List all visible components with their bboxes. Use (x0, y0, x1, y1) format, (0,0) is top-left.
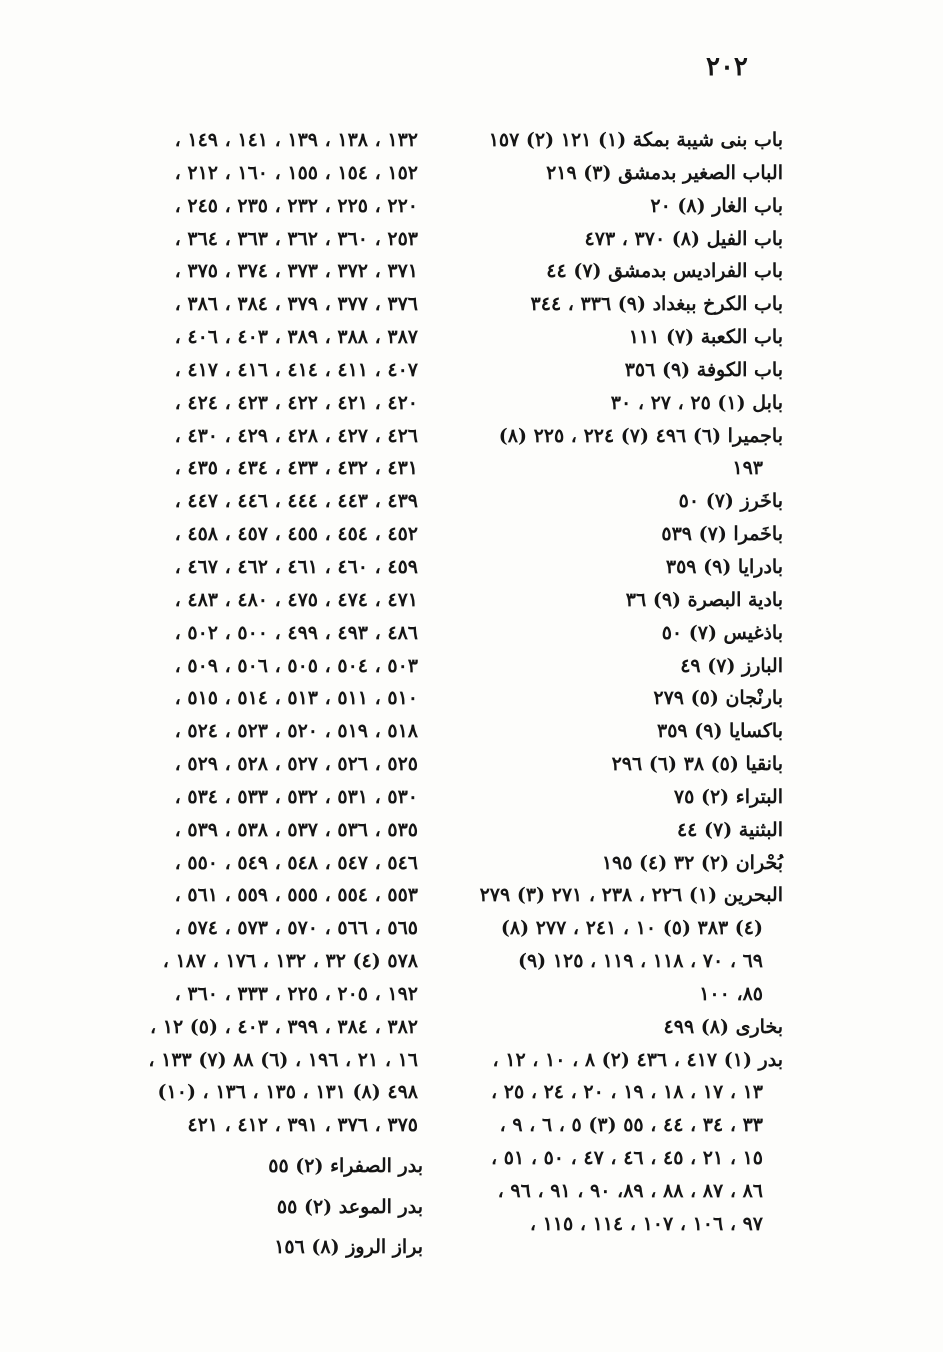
index-line: ٢٢٠ ، ٢٢٥ ، ٢٣٢ ، ٢٣٥ ، ٢٤٥ ، (174, 194, 418, 217)
index-line: (٤) ٣٨٣ (٥) ١٠ ، ٢٤١ ، ٢٧٧ (٨) (500, 917, 763, 940)
left-column-tail (203, 1146, 423, 1268)
index-line: ٣٨٢ ، ٣٨٤ ، ٣٩٩ ، ٤٠٣ ، (٥) ١٢ ، (150, 1015, 418, 1038)
index-line: ٥٥٣ ، ٥٥٤ ، ٥٥٥ ، ٥٥٩ ، ٥٦١ ، (174, 884, 418, 907)
index-line: ٤٠٧ ، ٤١١ ، ٤١٤ ، ٤١٦ ، ٤١٧ ، (174, 358, 418, 381)
index-line: ٤٢٦ ، ٤٢٧ ، ٤٢٨ ، ٤٢٩ ، ٤٣٠ ، (174, 424, 418, 447)
index-line: ١٣٢ ، ١٣٨ ، ١٣٩ ، ١٤١ ، ١٤٩ ، (174, 129, 418, 151)
index-line: بدر الصفراء (٢) ٥٥ (268, 1155, 423, 1177)
index-line: ٣٧٥ ، ٣٧٦ ، ٣٩١ ، ٤١٢ ، ٤٢١ (187, 1114, 418, 1137)
index-line: بارنْجان (٥) ٢٧٩ (653, 687, 783, 710)
index-line: ١٥٢ ، ١٥٤ ، ١٥٥ ، ١٦٠ ، ٢١٢ ، (174, 161, 418, 184)
index-line: باب الفراديس بدمشق (٧) ٤٤ (546, 260, 783, 283)
index-line: البحرين (١) ٢٢٦ ، ٢٣٨ ، ٢٧١ (٣) ٢٧٩ (479, 884, 783, 907)
index-line: باذغيس (٧) ٥٠ (661, 621, 783, 644)
index-line: ٢٥٣ ، ٣٦٠ ، ٣٦٢ ، ٣٦٣ ، ٣٦٤ ، (174, 227, 418, 250)
index-line: باب الغار (٨) ٢٠ (650, 194, 783, 217)
index-line: ٥١٠ ، ٥١١ ، ٥١٣ ، ٥١٤ ، ٥١٥ ، (174, 687, 418, 710)
index-line: بابل (١) ٢٥ ، ٢٧ ، ٣٠ (610, 391, 783, 414)
index-line: باخَمرا (٧) ٥٣٩ (661, 523, 783, 546)
index-line: ٤٧١ ، ٤٧٤ ، ٤٧٥ ، ٤٨٠ ، ٤٨٣ ، (174, 588, 418, 611)
index-line: ٩٧ ، ١٠٦ ، ١٠٧ ، ١١٤ ، ١١٥ ، (529, 1212, 763, 1235)
index-line: ٥٤٦ ، ٥٤٧ ، ٥٤٨ ، ٥٤٩ ، ٥٥٠ ، (174, 851, 418, 874)
index-line: ٥٣٥ ، ٥٣٦ ، ٥٣٧ ، ٥٣٨ ، ٥٣٩ ، (174, 818, 418, 841)
index-line: ١٦ ، ٢١ ، ١٩٦ ، (٦) ٨٨ (٧) ١٣٣ ، (148, 1048, 418, 1071)
index-line: باكسايا (٩) ٣٥٩ (657, 720, 783, 743)
index-line: ١٩٣ (732, 457, 763, 480)
index-line: ٤٢٠ ، ٤٢١ ، ٤٢٢ ، ٤٢٣ ، ٤٢٤ ، (174, 391, 418, 414)
index-line: ٥٧٨ (٤) ٣٢ ، ١٣٢ ، ١٧٦ ، ١٨٧ ، (162, 950, 418, 973)
index-line: ٣٧١ ، ٣٧٢ ، ٣٧٣ ، ٣٧٤ ، ٣٧٥ ، (174, 260, 418, 283)
index-line: ٣٧٦ ، ٣٧٧ ، ٣٧٩ ، ٣٨٤ ، ٣٨٦ ، (174, 293, 418, 316)
index-line: بُحْران (٢) ٣٢ (٤) ١٩٥ (601, 851, 783, 874)
index-line: باب الكرخ ببغداد (٩) ٣٣٦ ، ٣٤٤ (530, 293, 783, 316)
index-line: ٥٢٥ ، ٥٢٦ ، ٥٢٧ ، ٥٢٨ ، ٥٢٩ ، (174, 753, 418, 776)
index-line: البثنية (٧) ٤٤ (676, 818, 783, 841)
index-line: ١٣ ، ١٧ ، ١٨ ، ١٩ ، ٢٠ ، ٢٤ ، ٢٥ ، (491, 1081, 763, 1104)
index-line: ٤٨٦ ، ٤٩٣ ، ٤٩٩ ، ٥٠٠ ، ٥٠٢ ، (174, 621, 418, 644)
index-line: ٤٥٢ ، ٤٥٤ ، ٤٥٥ ، ٤٥٧ ، ٤٥٨ ، (174, 523, 418, 546)
index-line: ٥٦٥ ، ٥٦٦ ، ٥٧٠ ، ٥٧٣ ، ٥٧٤ ، (174, 917, 418, 940)
index-line: بدر الموعد (٢) ٥٥ (276, 1195, 423, 1218)
index-line: البتراء (٢) ٧٥ (673, 785, 783, 808)
index-line: باخَرز (٧) ٥٠ (678, 490, 783, 513)
index-line: ٣٣ ، ٣٤ ، ٤٤ ، ٥٥ (٣) ٥ ، ٦ ، ٩ ، (499, 1114, 763, 1137)
index-line: باب الكعبة (٧) ١١١ (628, 326, 783, 349)
index-line: بانقيا (٥) ٣٨ (٦) ٢٩٦ (611, 753, 783, 776)
index-line: ٥٠٣ ، ٥٠٤ ، ٥٠٥ ، ٥٠٦ ، ٥٠٩ ، (174, 654, 418, 677)
index-line: ١٩٢ ، ٢٠٥ ، ٢٢٥ ، ٣٣٣ ، ٣٦٠ ، (174, 982, 418, 1005)
index-line: باجميرا (٦) ٤٩٦ (٧) ٢٢٤ ، ٢٢٥ (٨) (498, 424, 783, 447)
index-line: ٦٩ ، ٧٠ ، ١١٨ ، ١١٩ ، ١٢٥ (٩) (517, 950, 763, 973)
index-line: بادية البصرة (٩) ٣٦ (625, 588, 783, 611)
index-line: بادرايا (٩) ٣٥٩ (665, 555, 783, 578)
index-line: ٤٩٨ (٨) ١٣١ ، ١٣٥ ، ١٣٦ ، (١٠) (157, 1081, 418, 1104)
index-line: ٣٨٧ ، ٣٨٨ ، ٣٨٩ ، ٤٠٣ ، ٤٠٦ ، (174, 326, 418, 349)
index-line: ١٥ ، ٢١ ، ٤٥ ، ٤٦ ، ٤٧ ، ٥٠ ، ٥١ ، (491, 1147, 763, 1170)
left-column (78, 124, 418, 1142)
index-line: ٨٦ ، ٨٧ ، ٨٨ ، ٨٩، ٩٠ ، ٩١ ، ٩٦ ، (497, 1180, 763, 1202)
index-line: ٨٥، ١٠٠ (699, 982, 763, 1005)
index-line: بدر (١) ٤١٧ ، ٤٣٦ (٢) ٨ ، ١٠ ، ١٢ ، (492, 1048, 783, 1071)
index-line: بخارى (٨) ٤٩٩ (663, 1015, 783, 1038)
page-number: ٢٠٢ (706, 52, 748, 82)
index-line: ٥٣٠ ، ٥٣١ ، ٥٣٢ ، ٥٣٣ ، ٥٣٤ ، (174, 785, 418, 808)
right-column (443, 124, 783, 1241)
index-line: باب الفيل (٨) ٣٧٠ ، ٤٧٣ (584, 227, 783, 250)
index-line: براز الروز (٨) ١٥٦ (274, 1236, 423, 1258)
index-line: الباب الصغير بدمشق (٣) ٢١٩ (546, 161, 783, 184)
index-line: ٥١٨ ، ٥١٩ ، ٥٢٠ ، ٥٢٣ ، ٥٢٤ ، (174, 720, 418, 743)
index-line: باب بنى شيبة بمكة (١) ١٢١ (٢) ١٥٧ (488, 129, 783, 151)
index-line: ٤٥٩ ، ٤٦٠ ، ٤٦١ ، ٤٦٢ ، ٤٦٧ ، (174, 555, 418, 578)
index-line: باب الكوفة (٩) ٣٥٦ (624, 358, 783, 381)
index-line: البارز (٧) ٤٩ (680, 654, 783, 677)
index-line: ٤٣٩ ، ٤٤٣ ، ٤٤٤ ، ٤٤٦ ، ٤٤٧ ، (174, 490, 418, 513)
index-line: ٤٣١ ، ٤٣٢ ، ٤٣٣ ، ٤٣٤ ، ٤٣٥ ، (174, 457, 418, 480)
